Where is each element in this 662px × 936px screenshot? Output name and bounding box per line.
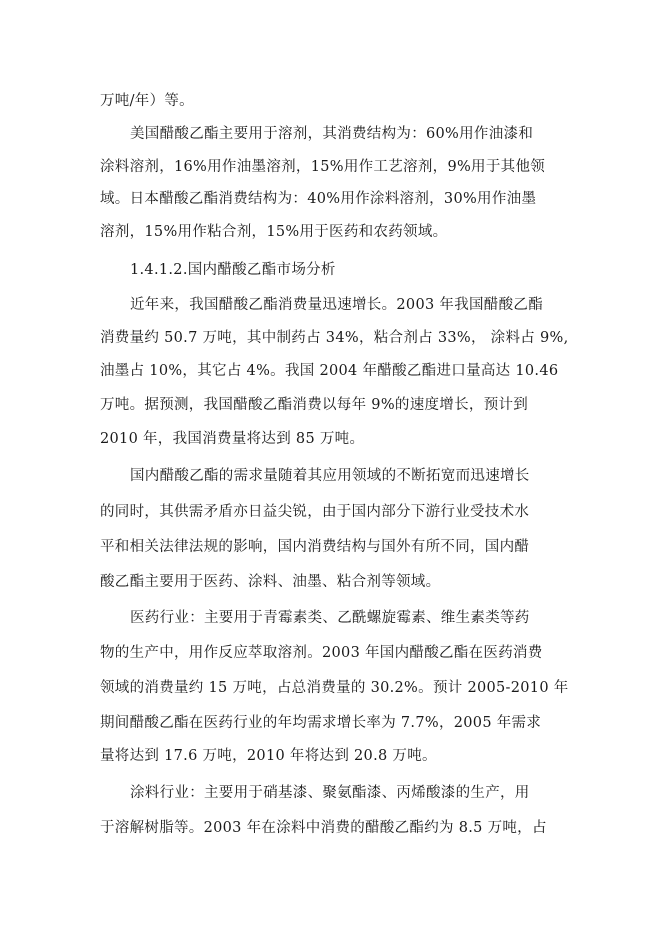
- text-line: 物的生产中，用作反应萃取溶剂。2003 年国内醋酸乙酯在医药消费: [100, 645, 543, 661]
- text-line: 万吨/年）等。: [100, 93, 194, 109]
- text-line: 于溶解树脂等。2003 年在涂料中消费的醋酸乙酯约为 8.5 万吨，占: [100, 820, 547, 836]
- paragraph-start-line: 医药行业：主要用于青霉素类、乙酰螺旋霉素、维生素类等药: [130, 610, 530, 626]
- text-line: 涂料溶剂，16%用作油墨溶剂，15%用作工艺溶剂，9%用于其他领: [100, 159, 546, 175]
- text-line: 平和相关法律法规的影响，国内消费结构与国外有所不同，国内醋: [100, 539, 530, 555]
- text-line: 酸乙酯主要用于医药、涂料、油墨、粘合剂等领域。: [100, 574, 441, 590]
- text-line: 期间醋酸乙酯在医药行业的年均需求增长率为 7.7%，2005 年需求: [100, 715, 542, 731]
- paragraph-start-line: 涂料行业：主要用于硝基漆、聚氨酯漆、丙烯酸漆的生产，用: [130, 785, 530, 801]
- text-line: 万吨。据预测，我国醋酸乙酯消费以每年 9%的速度增长，预计到: [100, 397, 529, 413]
- paragraph-start-line: 近年来，我国醋酸乙酯消费量迅速增长。2003 年我国醋酸乙酯: [130, 297, 544, 313]
- text-line: 领域的消费量约 15 万吨，占总消费量的 30.2%。预计 2005-2010 年: [100, 680, 569, 696]
- paragraph-start-line: 国内醋酸乙酯的需求量随着其应用领域的不断拓宽而迅速增长: [130, 468, 530, 484]
- text-line: 2010 年，我国消费量将达到 85 万吨。: [100, 431, 365, 447]
- text-line: 量将达到 17.6 万吨，2010 年将达到 20.8 万吨。: [100, 748, 437, 764]
- text-line: 域。日本醋酸乙酯消费结构为：40%用作涂料溶剂，30%用作油墨: [100, 191, 537, 207]
- text-line: 溶剂，15%用作粘合剂，15%用于医药和农药领域。: [100, 224, 448, 240]
- section-heading: 1.4.1.2.国内醋酸乙酯市场分析: [130, 262, 336, 278]
- text-line: 消费量约 50.7 万吨，其中制药占 34%，粘合剂占 33%， 涂料占 9%,: [100, 330, 569, 346]
- text-line: 的同时，其供需矛盾亦日益尖锐，由于国内部分下游行业受技术水: [100, 504, 530, 520]
- paragraph-start-line: 美国醋酸乙酯主要用于溶剂，其消费结构为：60%用作油漆和: [130, 126, 534, 142]
- text-line: 油墨占 10%，其它占 4%。我国 2004 年醋酸乙酯进口量高达 10.46: [100, 363, 559, 379]
